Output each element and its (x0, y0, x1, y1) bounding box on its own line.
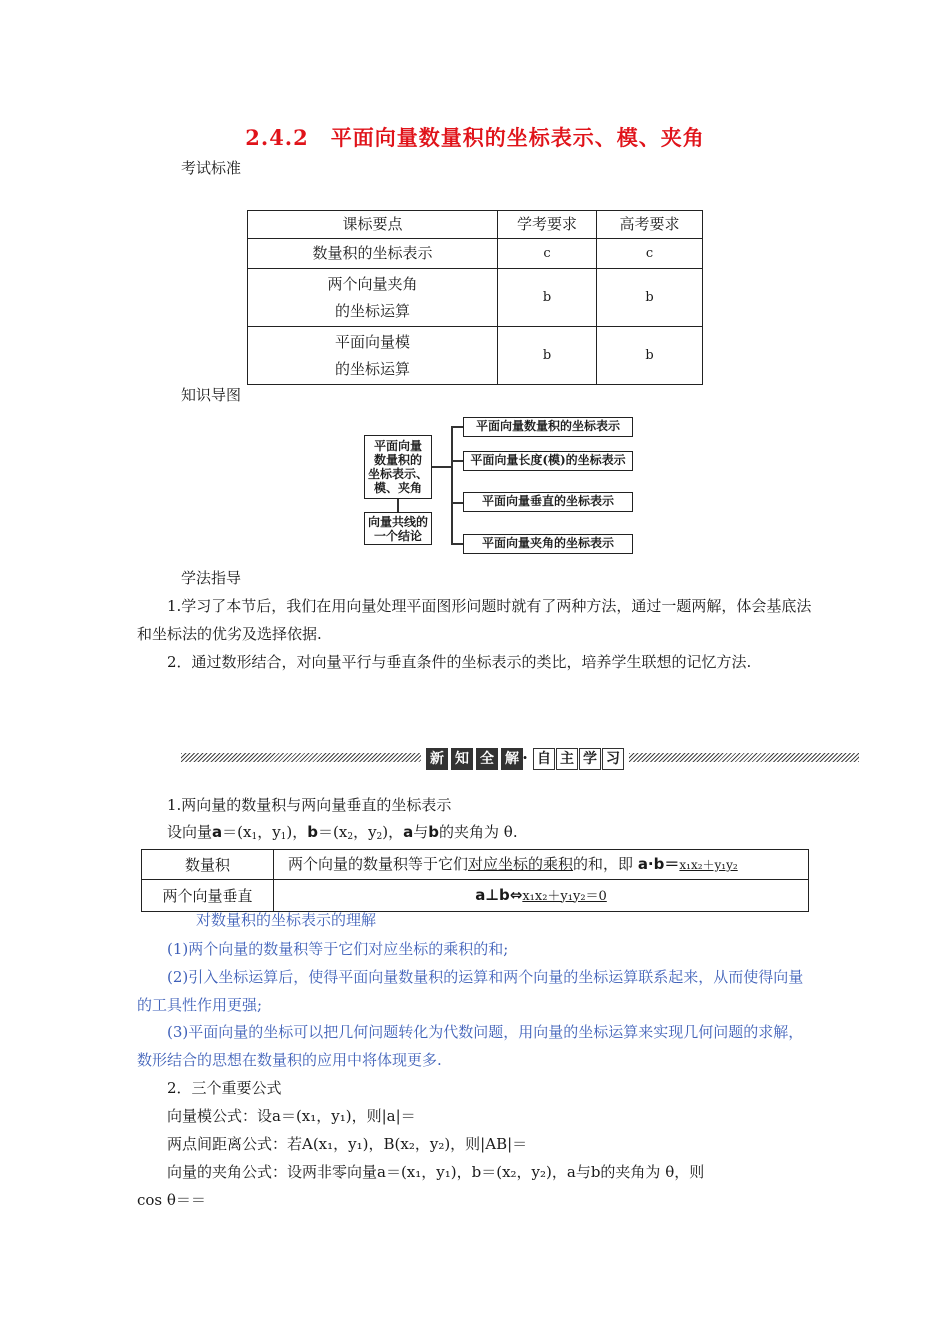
row-point-line2: 的坐标运算 (334, 359, 410, 378)
header-point: 课标要点 (248, 211, 498, 239)
formula-cos: cos θ＝＝ (137, 1191, 206, 1209)
mindmap-branch-box: 平面向量长度(模)的坐标表示 (463, 451, 633, 471)
row-point: 数量积的坐标表示 (248, 239, 498, 269)
row-point-line1: 两个向量夹角 (327, 274, 418, 293)
subscript: 2 (376, 832, 383, 842)
banner-hatch-right (629, 753, 859, 762)
setup-text: )， (286, 823, 308, 841)
row-text: 两个向量的数量积等于它们 (288, 855, 469, 873)
knowledge-map-label: 知识导图 (181, 386, 242, 404)
setup-text: ＝(x (222, 823, 252, 841)
formula: x₁x₂＋y₁y₂＝0 (522, 888, 607, 904)
guide-paragraph-2: 2．通过数形结合，对向量平行与垂直条件的坐标表示的类比，培养学生联想的记忆方法. (167, 653, 752, 671)
setup-text: ，y (353, 823, 377, 841)
vector-b: b (428, 823, 440, 841)
table-row (248, 239, 703, 269)
row-content (274, 880, 809, 912)
mindmap-connector (451, 460, 463, 462)
mindmap-root-line: 模、夹角 (373, 481, 422, 495)
vector-a: a (212, 823, 223, 841)
subscript: 1 (280, 832, 287, 842)
study-guide-label: 学法指导 (181, 569, 242, 587)
dot-product-table (141, 849, 809, 912)
mindmap-connector (451, 543, 463, 545)
row-point (248, 269, 498, 327)
subscript: 1 (251, 832, 258, 842)
mindmap-sub-line: 一个结论 (373, 529, 422, 543)
row-point (248, 327, 498, 385)
formula-lhs: a·b＝ (637, 855, 680, 873)
row-xue: b (498, 327, 597, 385)
vector-b: b (307, 823, 319, 841)
mindmap-connector (451, 426, 463, 428)
table-row (248, 269, 703, 327)
exam-standard-label: 考试标准 (181, 159, 242, 177)
vector-a: a (403, 823, 414, 841)
row-text: 的和，即 (573, 855, 638, 873)
mindmap-root-box (364, 435, 432, 499)
mindmap-root-line: 数量积的 (373, 453, 422, 467)
understanding-item-2: (2)引入坐标运算后，使得平面向量数量积的运算和两个向量的坐标运算联系起来，从而使得向量的工具性作用更强; (137, 968, 804, 1014)
mindmap-sub-line: 向量共线的 (367, 515, 428, 529)
banner-char: 习 (602, 748, 624, 770)
standards-table (247, 210, 703, 385)
table-row (142, 880, 809, 912)
row-xue: c (498, 239, 597, 269)
row-point-line1: 平面向量模 (334, 332, 410, 351)
banner-char: 全 (476, 748, 498, 770)
section1-heading: 1.两向量的数量积与两向量垂直的坐标表示 (167, 796, 452, 814)
mindmap-connector (432, 466, 452, 468)
section1-setup (137, 818, 817, 851)
banner-char: 学 (579, 748, 601, 770)
formula-distance: 两点间距离公式：若A(x₁，y₁)，B(x₂，y₂)，则|AB|＝ (167, 1135, 528, 1153)
setup-text: 的夹角为 θ. (439, 823, 518, 841)
mindmap-root-line: 平面向量 (373, 439, 422, 453)
formula-modulus: 向量模公式：设a＝(x₁，y₁)，则|a|＝ (167, 1107, 416, 1125)
guide-paragraph-1: 1.学习了本节后，我们在用向量处理平面图形问题时就有了两种方法，通过一题两解，体会基底法和坐标法的优劣及选择依据. (137, 597, 812, 643)
mindmap-connector (451, 426, 453, 544)
mindmap-branch-box: 平面向量垂直的坐标表示 (463, 492, 633, 512)
setup-text: )， (382, 823, 404, 841)
row-gao: b (597, 269, 703, 327)
header-gao: 高考要求 (597, 211, 703, 239)
header-xue: 学考要求 (498, 211, 597, 239)
setup-text: ＝(x (318, 823, 348, 841)
row-xue: b (498, 269, 597, 327)
setup-text: 设向量 (167, 823, 213, 841)
row-label: 两个向量垂直 (142, 880, 274, 912)
formula-lhs: a⊥b⇔ (475, 885, 523, 904)
mindmap-root-line: 坐标表示、 (367, 467, 428, 481)
section2-heading: 2．三个重要公式 (167, 1079, 282, 1097)
row-underline: 对应坐标的乘积 (468, 855, 574, 873)
banner-char: 知 (451, 748, 473, 770)
banner-char: 自 (533, 748, 555, 770)
understanding-title: 对数量积的坐标表示的理解 (196, 911, 377, 929)
row-label: 数量积 (142, 850, 274, 880)
banner-char: 主 (556, 748, 578, 770)
mindmap-connector (451, 502, 463, 504)
table-row (248, 327, 703, 385)
mindmap-sub-box (364, 512, 432, 545)
understanding-item-1: (1)两个向量的数量积等于它们对应坐标的乘积的和; (167, 940, 509, 958)
subscript: 2 (347, 832, 354, 842)
banner-char: 新 (426, 748, 448, 770)
banner-hatch-left (181, 753, 421, 762)
setup-text: ，y (257, 823, 281, 841)
banner-dot: · (522, 748, 528, 767)
banner-char: 解 (501, 748, 523, 770)
row-gao: b (597, 327, 703, 385)
row-point-line2: 的坐标运算 (334, 301, 410, 320)
row-gao: c (597, 239, 703, 269)
mindmap-branch-box: 平面向量数量积的坐标表示 (463, 417, 633, 437)
page-title: 2.4.2 平面向量数量积的坐标表示、模、夹角 (245, 125, 705, 150)
table-row (142, 850, 809, 880)
formula-angle: 向量的夹角公式：设两非零向量a＝(x₁，y₁)，b＝(x₂，y₂)，a与b的夹角为 θ，则 (167, 1163, 705, 1181)
understanding-item-3: (3)平面向量的坐标可以把几何问题转化为代数问题，用向量的坐标运算来实现几何问题的求解，数形结合的思想在数量积的应用中将体现更多. (137, 1023, 804, 1069)
setup-text: 与 (413, 823, 429, 841)
mindmap-connector (397, 499, 399, 512)
row-content (274, 850, 809, 880)
formula: x₁x₂＋y₁y₂ (679, 858, 738, 872)
mindmap-branch-box: 平面向量夹角的坐标表示 (463, 534, 633, 554)
